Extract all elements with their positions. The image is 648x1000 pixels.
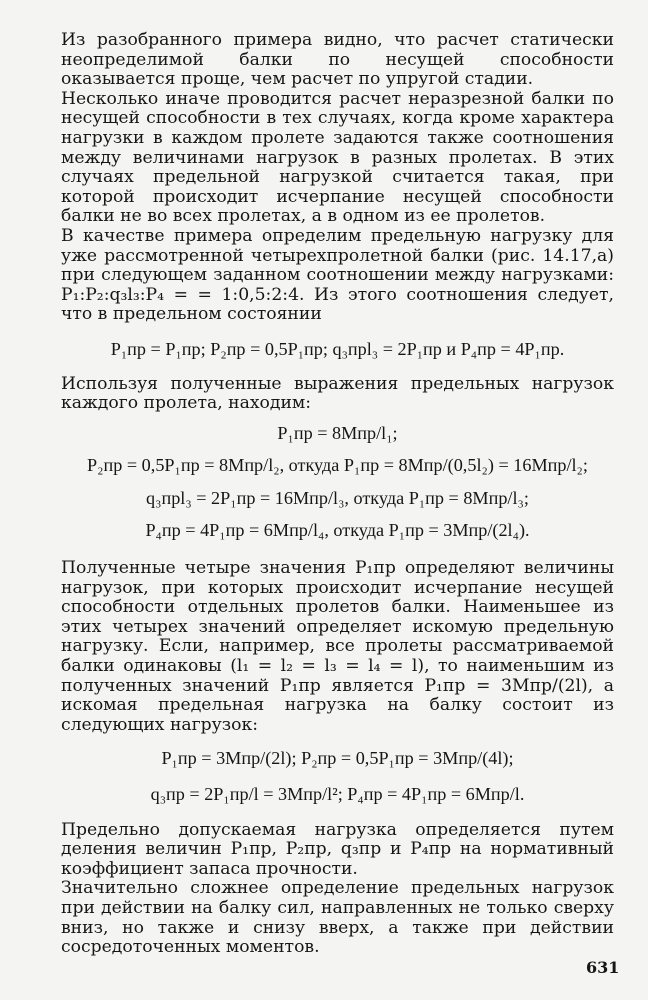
formula-2: P₁пр = 8Mпр/l₁; — [277, 422, 398, 443]
paragraph-6: Предельно допускаемая нагрузка определяется путем деления величин P₁пр, P₂пр, q₃пр и P₄пр на нормативный коэффициент запаса прочности. — [61, 819, 614, 879]
formula-7: q₃пр = 2P₁пр/l = 3Mпр/l²; P₄пр = 4P₁пр = 6Mпр/l. — [150, 784, 525, 804]
paragraph-7: Значительно сложнее определение предельных нагрузок при действии на балку сил, направленных не только сверху вниз, но также и снизу вверх, а также при действии сосредоточенных моментов. — [61, 878, 614, 958]
paragraph-2: Несколько иначе проводится расчет неразрезной балки по несущей способности в тех случаях, когда кроме характера нагрузки в каждом пролете задаются также соотношения между величинами нагрузок в разных пролетах. В этих случаях предельной нагрузкой считается такая, при которой происходит исчерпание несущей способности балки не во всех пролетах, а в одном из ее пролетов. — [61, 88, 614, 227]
page-number: 631 — [586, 958, 620, 977]
formula-4: q₃прl₃ = 2P₁пр = 16Mпр/l₃, откуда P₁пр = 8Mпр/l₃; — [146, 487, 529, 508]
formula-5: P₄пр = 4P₁пр = 6Mпр/l₄, откуда P₁пр = 3Mпр/(2l₄). — [145, 520, 530, 541]
formula-3: P₂пр = 0,5P₁пр = 8Mпр/l₂, откуда P₁пр = 8Mпр/(0,5l₂) = 16Mпр/l₂; — [87, 455, 588, 476]
formula-1: P₁пр = P₁пр; P₂пр = 0,5P₁пр; q₃прl₃ = 2P₁пр и P₄пр = 4P₁пр. — [110, 338, 565, 359]
paragraph-1: Из разобранного примера видно, что расчет статически неопределимой балки по несущей способности оказывается проще, чем расчет по упругой стадии. — [61, 30, 614, 90]
formula-6: P₁пр = 3Mпр/(2l); P₂пр = 0,5P₁пр = 3Mпр/(4l); — [161, 748, 514, 769]
document-page — [61, 31, 614, 958]
paragraph-5: Полученные четыре значения P₁пр определяют величины нагрузок, при которых происходит исчерпание несущей способности отдельных пролетов балки. Наименьшее из этих четырех значений определяет искомую предельную нагрузку. Если, например, все пролеты рассматриваемой балки одинаковы (l₁ = l₂ = l₃ = l₄ = l), то наименьшим из полученных значений P₁пр является P₁пр = 3Mпр/(2l), а искомая предельная нагрузка на балку состоит из следующих нагрузок: — [61, 558, 614, 735]
paragraph-3: В качестве примера определим предельную нагрузку для уже рассмотренной четырехпролетной балки (рис. 14.17,а) при следующем заданном соотношении между нагрузками: P₁:P₂:q₃l₃:P₄ = = 1:0,5:2:4. Из этого соотношения следует, что в предельном состоянии — [61, 225, 614, 325]
paragraph-4: Используя полученные выражения предельных нагрузок каждого пролета, находим: — [61, 373, 614, 414]
